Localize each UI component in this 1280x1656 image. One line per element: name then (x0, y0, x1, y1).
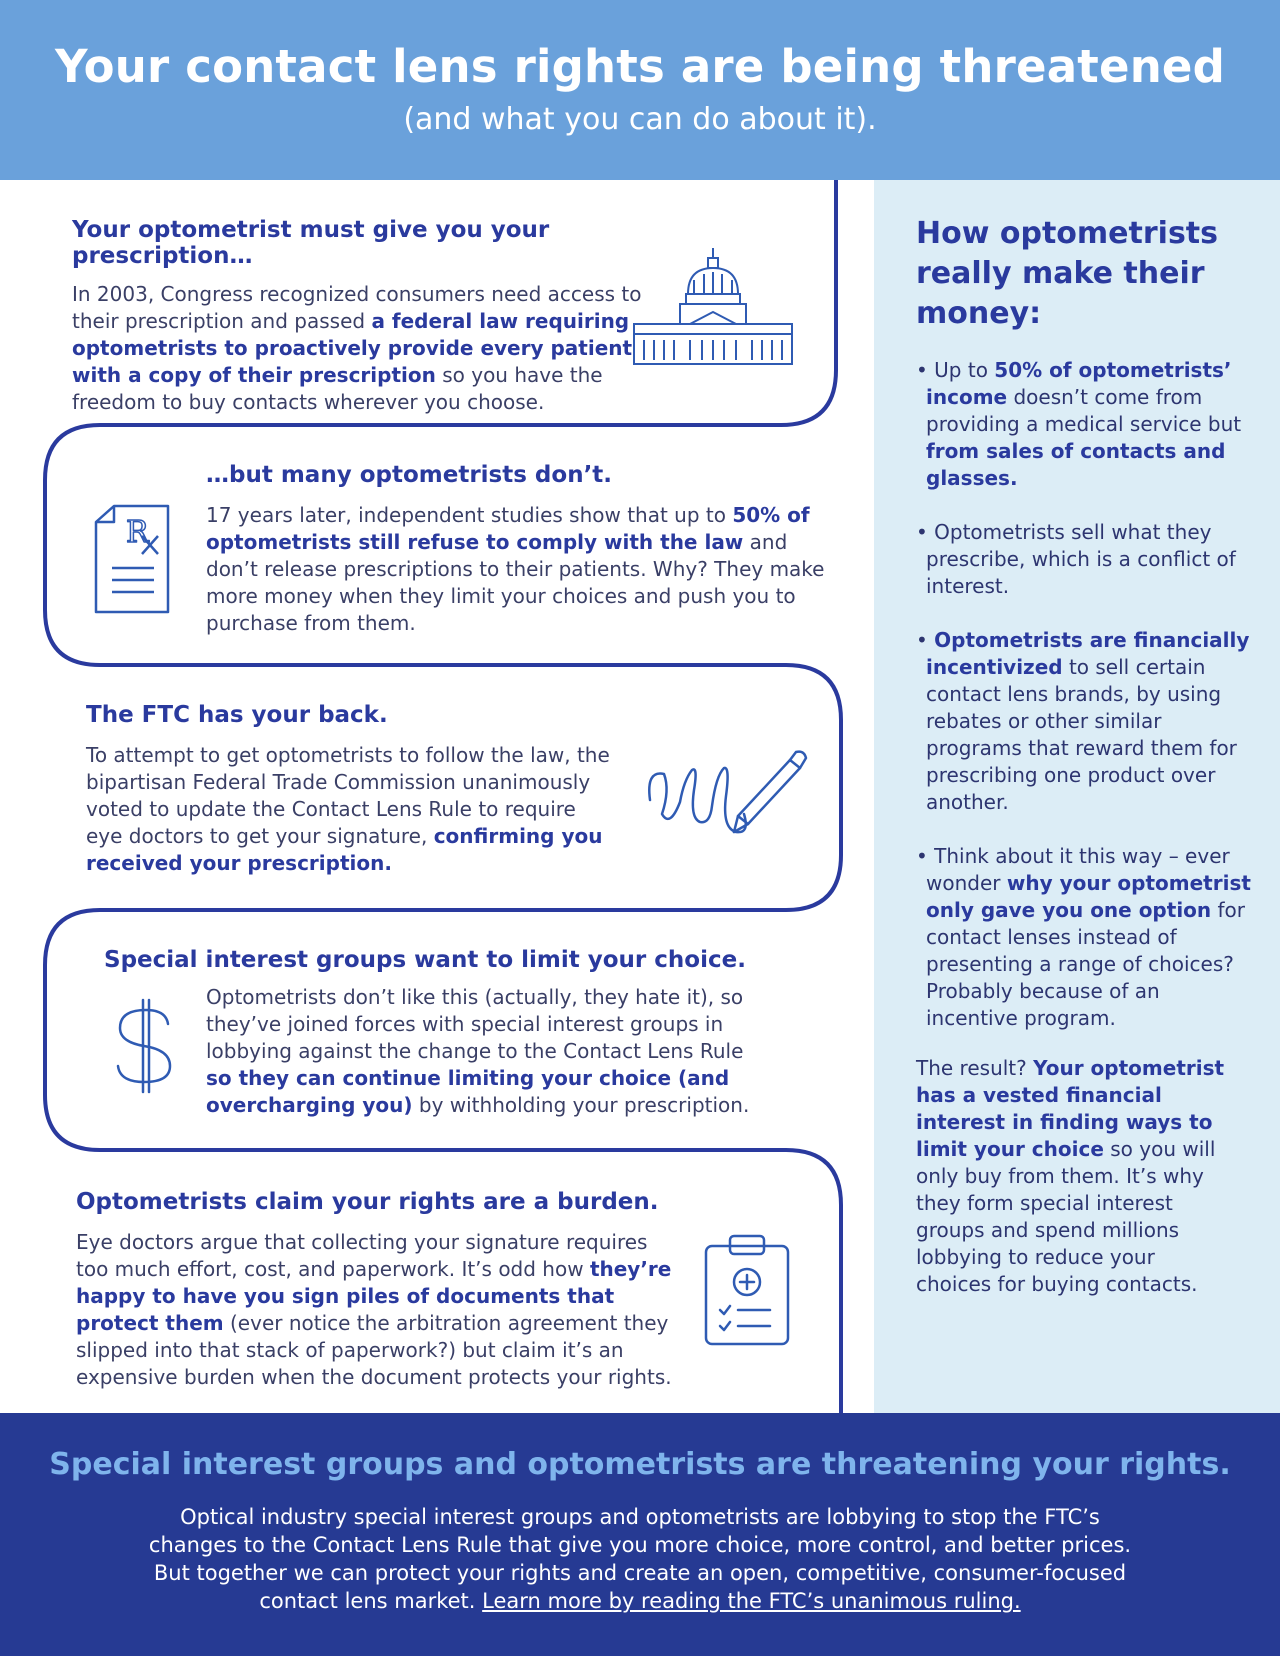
section-body (72, 281, 652, 416)
page-subtitle: (and what you can do about it). (403, 102, 877, 137)
body-emphasis: so they can continue limiting your choice (and overcharging you) (206, 1066, 730, 1117)
sidebar-bullet (916, 843, 1251, 1032)
body-text: by withholding your prescription. (412, 1093, 750, 1117)
prescription-rx-icon (92, 502, 172, 616)
sidebar-bullet (916, 627, 1251, 816)
section-body (76, 1229, 676, 1391)
bullet-text: • (916, 628, 935, 652)
section-heading: Your optometrist must give you your prescription… (72, 217, 550, 269)
body-emphasis: confirming you received your prescription. (86, 824, 603, 875)
capitol-building-icon (630, 244, 796, 370)
body-text: To attempt to get optometrists to follow the law, the bipartisan Federal Trade Commission unanimously voted to update the Contact Lens Rule to require eye doctors to get your signature, (86, 743, 610, 848)
footer-title: Special interest groups and optometrists are threatening your rights. (49, 1447, 1231, 1482)
result-text: so you will only buy from them. It’s why they form special interest groups and spend millions lobbying to reduce your choices for buying contacts. (916, 1137, 1216, 1296)
sidebar-bullet (916, 519, 1251, 600)
result-text: The result? (916, 1056, 1034, 1080)
bullet-text: • Optometrists sell what they prescribe, which is a conflict of interest. (916, 520, 1236, 598)
body-text: In 2003, Congress recognized consumers need access to their prescription and passed (72, 282, 642, 333)
bullet-emphasis: from sales of contacts and glasses. (926, 439, 1226, 490)
ftc-ruling-link[interactable]: Learn more by reading the FTC’s unanimous ruling. (482, 1589, 1021, 1613)
footer-body (140, 1503, 1140, 1615)
section-special-interest-body (206, 984, 766, 1119)
bullet-text: doesn’t come from providing a medical service but (926, 385, 1242, 436)
body-emphasis: they’re happy to have you sign piles of documents that protect them (76, 1257, 672, 1335)
body-text: Optometrists don’t like this (actually, they hate it), so they’ve joined forces with special interest groups in lobbying against the change to the Contact Lens Rule (206, 985, 744, 1063)
sidebar-money (874, 180, 1280, 1413)
section-body (86, 742, 616, 877)
result-emphasis: Your optometrist has a vested financial interest in finding ways to limit your choice (916, 1056, 1225, 1161)
bullet-emphasis: Optometrists are financially incentivized (926, 628, 1250, 679)
body-text: and don’t release prescriptions to their patients. Why? They make more money when they limit your choices and push you to purchase from them. (206, 530, 825, 635)
bullet-text: • Up to (916, 358, 995, 382)
sidebar-bullet-list (916, 357, 1251, 1059)
sidebar-result (916, 1055, 1236, 1298)
sidebar-bullet (916, 357, 1251, 492)
section-ftc (86, 702, 616, 877)
section-heading: The FTC has your back. (86, 702, 388, 728)
page-title: Your contact lens rights are being threatened (54, 40, 1226, 93)
section-noncompliance (206, 462, 826, 637)
sidebar-title: How optometrists really make their money: (916, 216, 1218, 331)
body-emphasis: a federal law requiring optometrists to proactively provide every patient with a copy of their prescription (72, 309, 633, 387)
body-emphasis: 50% of optometrists still refuse to comply with the law (206, 503, 810, 554)
dollar-sign-icon (112, 996, 174, 1096)
bullet-emphasis: 50% of optometrists’ income (926, 358, 1232, 409)
section-body (206, 502, 826, 637)
footer-text: Optical industry special interest groups and optometrists are lobbying to stop the FTC’s changes to the Contact Lens Rule that give you more choice, more control, and better prices. But together we can protect your rights and create an open, competitive, consumer-focused contact lens market. (148, 1505, 1132, 1613)
body-text: (ever notice the arbitration agreement they slipped into that stack of paperwork?) but claim it’s an expensive burden when the document protects your rights. (76, 1311, 672, 1389)
svg-text:R: R (126, 515, 149, 550)
body-text: 17 years later, independent studies show that up to (206, 503, 733, 527)
clipboard-checklist-icon (700, 1230, 794, 1348)
bullet-text: for contact lenses instead of presenting a range of choices? Probably because of an incentive program. (926, 898, 1246, 1030)
section-burden (76, 1189, 676, 1391)
section-heading: …but many optometrists don’t. (206, 462, 613, 488)
section-heading: Special interest groups want to limit your choice. (104, 947, 746, 973)
body-text: Eye doctors argue that collecting your signature requires too much effort, cost, and paperwork. It’s odd how (76, 1230, 648, 1281)
section-body (206, 984, 766, 1119)
bullet-text: to sell certain contact lens brands, by using rebates or other similar programs that reward them for prescribing one product over another. (926, 655, 1237, 814)
bullet-emphasis: why your optometrist only gave you one option (926, 871, 1251, 922)
section-heading: Optometrists claim your rights are a burden. (76, 1189, 659, 1215)
body-text: so you have the freedom to buy contacts wherever you choose. (72, 363, 603, 414)
section-prescription-law (72, 217, 652, 416)
pen-signature-icon (640, 740, 810, 844)
footer-banner (0, 1413, 1280, 1656)
section-special-interest (104, 947, 764, 973)
bullet-text: • Think about it this way – ever wonder (916, 844, 1230, 895)
